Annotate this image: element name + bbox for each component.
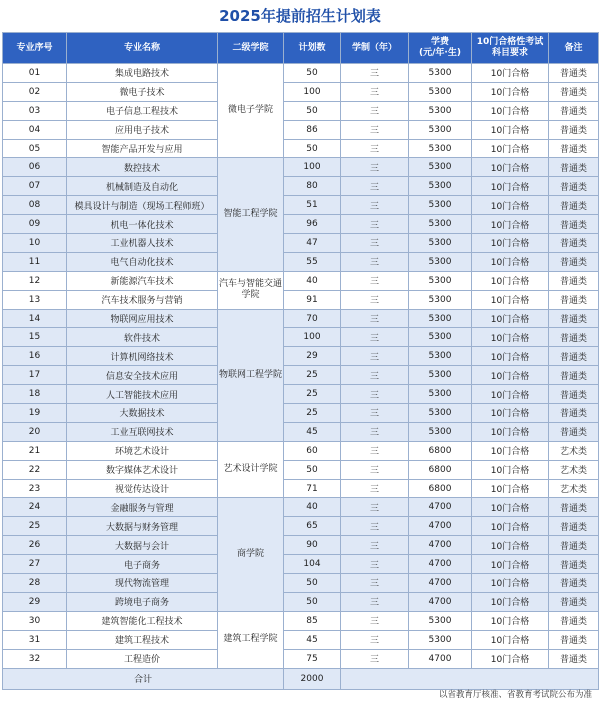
cell-note: 普通类 — [549, 234, 599, 253]
cell-code: 12 — [3, 271, 67, 290]
table-row — [3, 309, 599, 328]
header-fee-line2: (元/年·生) — [419, 48, 461, 58]
cell-fee: 5300 — [409, 422, 472, 441]
cell-note: 普通类 — [549, 366, 599, 385]
cell-fee: 6800 — [409, 479, 472, 498]
cell-plan: 50 — [284, 64, 341, 83]
cell-years: 三 — [341, 385, 409, 404]
cell-years: 三 — [341, 630, 409, 649]
cell-major: 计算机网络技术 — [67, 347, 218, 366]
cell-major: 模具设计与制造（现场工程师班） — [67, 196, 218, 215]
cell-plan: 80 — [284, 177, 341, 196]
cell-note: 普通类 — [549, 498, 599, 517]
table-row — [3, 139, 599, 158]
table-row — [3, 460, 599, 479]
cell-years: 三 — [341, 328, 409, 347]
cell-years: 三 — [341, 196, 409, 215]
cell-plan: 100 — [284, 82, 341, 101]
cell-plan: 104 — [284, 555, 341, 574]
cell-code: 16 — [3, 347, 67, 366]
cell-major: 机械制造及自动化 — [67, 177, 218, 196]
cell-years: 三 — [341, 64, 409, 83]
table-row — [3, 347, 599, 366]
cell-requirement: 10门合格 — [472, 611, 549, 630]
cell-years: 三 — [341, 441, 409, 460]
cell-major: 大数据技术 — [67, 404, 218, 423]
cell-fee: 4700 — [409, 592, 472, 611]
cell-major: 工业互联网技术 — [67, 422, 218, 441]
cell-major: 现代物流管理 — [67, 574, 218, 593]
cell-fee: 5300 — [409, 611, 472, 630]
cell-years: 三 — [341, 347, 409, 366]
table-row — [3, 271, 599, 290]
cell-plan: 96 — [284, 215, 341, 234]
cell-code: 23 — [3, 479, 67, 498]
cell-years: 三 — [341, 177, 409, 196]
table-row — [3, 101, 599, 120]
table-row — [3, 498, 599, 517]
cell-fee: 4700 — [409, 555, 472, 574]
cell-plan: 75 — [284, 649, 341, 668]
cell-years: 三 — [341, 366, 409, 385]
cell-code: 25 — [3, 517, 67, 536]
cell-plan: 40 — [284, 498, 341, 517]
cell-fee: 4700 — [409, 498, 472, 517]
cell-major: 机电一体化技术 — [67, 215, 218, 234]
cell-note: 普通类 — [549, 139, 599, 158]
cell-plan: 51 — [284, 196, 341, 215]
cell-note: 普通类 — [549, 120, 599, 139]
cell-plan: 25 — [284, 385, 341, 404]
table-row — [3, 328, 599, 347]
cell-requirement: 10门合格 — [472, 64, 549, 83]
cell-fee: 5300 — [409, 139, 472, 158]
cell-code: 11 — [3, 252, 67, 271]
cell-major: 环境艺术设计 — [67, 441, 218, 460]
cell-fee: 6800 — [409, 441, 472, 460]
cell-code: 21 — [3, 441, 67, 460]
cell-years: 三 — [341, 82, 409, 101]
table-row — [3, 64, 599, 83]
cell-major: 物联网应用技术 — [67, 309, 218, 328]
cell-requirement: 10门合格 — [472, 177, 549, 196]
cell-fee: 5300 — [409, 252, 472, 271]
total-plan: 2000 — [284, 668, 341, 689]
cell-code: 01 — [3, 64, 67, 83]
cell-plan: 25 — [284, 366, 341, 385]
footnote: 以省教育厅核准、省教育考试院公布为准 — [438, 690, 592, 700]
table-row — [3, 630, 599, 649]
cell-code: 07 — [3, 177, 67, 196]
table-row — [3, 611, 599, 630]
page-title: 2025年提前招生计划表 — [219, 7, 381, 25]
cell-fee: 6800 — [409, 460, 472, 479]
cell-code: 28 — [3, 574, 67, 593]
cell-years: 三 — [341, 252, 409, 271]
cell-requirement: 10门合格 — [472, 252, 549, 271]
cell-note: 普通类 — [549, 309, 599, 328]
cell-years: 三 — [341, 271, 409, 290]
header-college: 二级学院 — [218, 33, 284, 64]
cell-note: 艺术类 — [549, 441, 599, 460]
cell-requirement: 10门合格 — [472, 366, 549, 385]
cell-requirement: 10门合格 — [472, 309, 549, 328]
cell-fee: 5300 — [409, 366, 472, 385]
cell-major: 集成电路技术 — [67, 64, 218, 83]
cell-fee: 4700 — [409, 536, 472, 555]
cell-note: 普通类 — [549, 385, 599, 404]
table-row — [3, 649, 599, 668]
header-fee-line1: 学费 — [430, 37, 449, 47]
table-row — [3, 196, 599, 215]
table-row — [3, 366, 599, 385]
cell-major: 新能源汽车技术 — [67, 271, 218, 290]
table-row — [3, 441, 599, 460]
cell-plan: 40 — [284, 271, 341, 290]
cell-code: 30 — [3, 611, 67, 630]
cell-plan: 45 — [284, 422, 341, 441]
cell-plan: 50 — [284, 139, 341, 158]
cell-college: 艺术设计学院 — [218, 441, 284, 498]
cell-note: 普通类 — [549, 215, 599, 234]
cell-years: 三 — [341, 517, 409, 536]
cell-fee: 5300 — [409, 385, 472, 404]
cell-requirement: 10门合格 — [472, 555, 549, 574]
cell-years: 三 — [341, 422, 409, 441]
cell-code: 10 — [3, 234, 67, 253]
cell-years: 三 — [341, 536, 409, 555]
cell-major: 视觉传达设计 — [67, 479, 218, 498]
cell-years: 三 — [341, 234, 409, 253]
cell-code: 04 — [3, 120, 67, 139]
cell-years: 三 — [341, 158, 409, 177]
cell-code: 27 — [3, 555, 67, 574]
cell-requirement: 10门合格 — [472, 630, 549, 649]
cell-years: 三 — [341, 290, 409, 309]
cell-requirement: 10门合格 — [472, 328, 549, 347]
cell-requirement: 10门合格 — [472, 385, 549, 404]
cell-major: 大数据与会计 — [67, 536, 218, 555]
table-row — [3, 177, 599, 196]
cell-college: 微电子学院 — [218, 64, 284, 158]
cell-code: 02 — [3, 82, 67, 101]
cell-requirement: 10门合格 — [472, 82, 549, 101]
cell-years: 三 — [341, 498, 409, 517]
cell-fee: 5300 — [409, 158, 472, 177]
table-row — [3, 479, 599, 498]
cell-major: 人工智能技术应用 — [67, 385, 218, 404]
cell-note: 普通类 — [549, 574, 599, 593]
cell-note: 普通类 — [549, 404, 599, 423]
table-row — [3, 234, 599, 253]
cell-note: 普通类 — [549, 422, 599, 441]
cell-code: 31 — [3, 630, 67, 649]
cell-major: 微电子技术 — [67, 82, 218, 101]
cell-requirement: 10门合格 — [472, 649, 549, 668]
cell-major: 数控技术 — [67, 158, 218, 177]
cell-code: 06 — [3, 158, 67, 177]
cell-plan: 91 — [284, 290, 341, 309]
cell-years: 三 — [341, 460, 409, 479]
header-req-line2: 科目要求 — [491, 48, 528, 58]
cell-years: 三 — [341, 404, 409, 423]
cell-note: 普通类 — [549, 252, 599, 271]
cell-fee: 5300 — [409, 120, 472, 139]
cell-note: 普通类 — [549, 328, 599, 347]
cell-code: 24 — [3, 498, 67, 517]
cell-code: 29 — [3, 592, 67, 611]
cell-college: 汽车与智能交通学院 — [218, 271, 284, 309]
table-row — [3, 574, 599, 593]
cell-requirement: 10门合格 — [472, 479, 549, 498]
cell-major: 软件技术 — [67, 328, 218, 347]
table-row — [3, 158, 599, 177]
cell-code: 13 — [3, 290, 67, 309]
header-major: 专业名称 — [67, 33, 218, 64]
cell-requirement: 10门合格 — [472, 517, 549, 536]
cell-major: 信息安全技术应用 — [67, 366, 218, 385]
cell-plan: 100 — [284, 158, 341, 177]
cell-note: 艺术类 — [549, 479, 599, 498]
table-row — [3, 290, 599, 309]
cell-years: 三 — [341, 139, 409, 158]
header-fee — [409, 33, 472, 64]
table-row — [3, 592, 599, 611]
table-row — [3, 536, 599, 555]
cell-major: 跨境电子商务 — [67, 592, 218, 611]
cell-note: 普通类 — [549, 630, 599, 649]
cell-requirement: 10门合格 — [472, 139, 549, 158]
table-row — [3, 252, 599, 271]
cell-fee: 4700 — [409, 517, 472, 536]
cell-fee: 5300 — [409, 101, 472, 120]
cell-years: 三 — [341, 592, 409, 611]
cell-requirement: 10门合格 — [472, 271, 549, 290]
cell-plan: 25 — [284, 404, 341, 423]
cell-code: 18 — [3, 385, 67, 404]
cell-requirement: 10门合格 — [472, 234, 549, 253]
cell-fee: 5300 — [409, 630, 472, 649]
cell-code: 20 — [3, 422, 67, 441]
cell-major: 电子信息工程技术 — [67, 101, 218, 120]
cell-plan: 71 — [284, 479, 341, 498]
cell-major: 数字媒体艺术设计 — [67, 460, 218, 479]
enrollment-plan-table — [2, 32, 599, 690]
cell-major: 智能产品开发与应用 — [67, 139, 218, 158]
table-row — [3, 517, 599, 536]
cell-fee: 5300 — [409, 309, 472, 328]
cell-major: 工业机器人技术 — [67, 234, 218, 253]
cell-major: 大数据与财务管理 — [67, 517, 218, 536]
cell-note: 普通类 — [549, 271, 599, 290]
cell-plan: 90 — [284, 536, 341, 555]
cell-requirement: 10门合格 — [472, 536, 549, 555]
cell-plan: 50 — [284, 592, 341, 611]
cell-code: 14 — [3, 309, 67, 328]
cell-requirement: 10门合格 — [472, 347, 549, 366]
table-header-row — [3, 33, 599, 64]
cell-plan: 55 — [284, 252, 341, 271]
cell-college: 商学院 — [218, 498, 284, 611]
cell-requirement: 10门合格 — [472, 290, 549, 309]
cell-code: 08 — [3, 196, 67, 215]
cell-requirement: 10门合格 — [472, 404, 549, 423]
cell-requirement: 10门合格 — [472, 574, 549, 593]
cell-fee: 5300 — [409, 290, 472, 309]
table-row — [3, 82, 599, 101]
cell-fee: 5300 — [409, 234, 472, 253]
cell-note: 普通类 — [549, 347, 599, 366]
cell-requirement: 10门合格 — [472, 592, 549, 611]
cell-fee: 5300 — [409, 404, 472, 423]
cell-plan: 86 — [284, 120, 341, 139]
cell-code: 05 — [3, 139, 67, 158]
cell-note: 普通类 — [549, 555, 599, 574]
cell-code: 03 — [3, 101, 67, 120]
header-note: 备注 — [549, 33, 599, 64]
cell-major: 应用电子技术 — [67, 120, 218, 139]
cell-fee: 5300 — [409, 328, 472, 347]
table-row — [3, 385, 599, 404]
cell-major: 电气自动化技术 — [67, 252, 218, 271]
cell-college: 智能工程学院 — [218, 158, 284, 271]
cell-years: 三 — [341, 574, 409, 593]
cell-note: 普通类 — [549, 536, 599, 555]
cell-code: 15 — [3, 328, 67, 347]
cell-major: 金融服务与管理 — [67, 498, 218, 517]
header-code: 专业序号 — [3, 33, 67, 64]
cell-fee: 4700 — [409, 574, 472, 593]
cell-college: 物联网工程学院 — [218, 309, 284, 441]
cell-requirement: 10门合格 — [472, 460, 549, 479]
cell-note: 普通类 — [549, 177, 599, 196]
cell-requirement: 10门合格 — [472, 215, 549, 234]
table-row — [3, 404, 599, 423]
cell-major: 建筑工程技术 — [67, 630, 218, 649]
cell-note: 普通类 — [549, 82, 599, 101]
cell-plan: 50 — [284, 574, 341, 593]
cell-code: 19 — [3, 404, 67, 423]
table-row — [3, 215, 599, 234]
table-row — [3, 555, 599, 574]
cell-note: 普通类 — [549, 158, 599, 177]
cell-code: 32 — [3, 649, 67, 668]
cell-plan: 50 — [284, 460, 341, 479]
table-body — [3, 64, 599, 669]
cell-requirement: 10门合格 — [472, 101, 549, 120]
cell-note: 普通类 — [549, 649, 599, 668]
cell-note: 普通类 — [549, 101, 599, 120]
header-requirement — [472, 33, 549, 64]
cell-major: 电子商务 — [67, 555, 218, 574]
cell-years: 三 — [341, 101, 409, 120]
total-label: 合计 — [3, 668, 284, 689]
cell-requirement: 10门合格 — [472, 158, 549, 177]
cell-plan: 29 — [284, 347, 341, 366]
cell-years: 三 — [341, 611, 409, 630]
cell-requirement: 10门合格 — [472, 422, 549, 441]
header-plan: 计划数 — [284, 33, 341, 64]
cell-fee: 4700 — [409, 649, 472, 668]
cell-plan: 60 — [284, 441, 341, 460]
cell-college: 建筑工程学院 — [218, 611, 284, 668]
cell-requirement: 10门合格 — [472, 196, 549, 215]
cell-fee: 5300 — [409, 215, 472, 234]
cell-code: 22 — [3, 460, 67, 479]
cell-fee: 5300 — [409, 82, 472, 101]
cell-major: 工程造价 — [67, 649, 218, 668]
cell-years: 三 — [341, 215, 409, 234]
cell-plan: 100 — [284, 328, 341, 347]
total-empty — [341, 668, 599, 689]
cell-note: 普通类 — [549, 196, 599, 215]
cell-fee: 5300 — [409, 177, 472, 196]
cell-note: 普通类 — [549, 290, 599, 309]
cell-years: 三 — [341, 649, 409, 668]
cell-fee: 5300 — [409, 64, 472, 83]
cell-note: 普通类 — [549, 517, 599, 536]
cell-years: 三 — [341, 555, 409, 574]
cell-plan: 85 — [284, 611, 341, 630]
cell-code: 09 — [3, 215, 67, 234]
cell-requirement: 10门合格 — [472, 120, 549, 139]
cell-fee: 5300 — [409, 347, 472, 366]
total-row — [3, 668, 599, 689]
cell-note: 艺术类 — [549, 460, 599, 479]
cell-major: 建筑智能化工程技术 — [67, 611, 218, 630]
header-years: 学制（年） — [341, 33, 409, 64]
cell-requirement: 10门合格 — [472, 441, 549, 460]
cell-note: 普通类 — [549, 611, 599, 630]
cell-plan: 47 — [284, 234, 341, 253]
cell-code: 17 — [3, 366, 67, 385]
cell-fee: 5300 — [409, 271, 472, 290]
cell-plan: 65 — [284, 517, 341, 536]
header-req-line1: 10门合格性考试 — [476, 37, 544, 47]
cell-plan: 70 — [284, 309, 341, 328]
cell-plan: 50 — [284, 101, 341, 120]
cell-years: 三 — [341, 479, 409, 498]
cell-years: 三 — [341, 120, 409, 139]
table-row — [3, 422, 599, 441]
cell-note: 普通类 — [549, 64, 599, 83]
cell-code: 26 — [3, 536, 67, 555]
cell-major: 汽车技术服务与营销 — [67, 290, 218, 309]
cell-requirement: 10门合格 — [472, 498, 549, 517]
table-row — [3, 120, 599, 139]
cell-years: 三 — [341, 309, 409, 328]
cell-fee: 5300 — [409, 196, 472, 215]
cell-plan: 45 — [284, 630, 341, 649]
cell-note: 普通类 — [549, 592, 599, 611]
